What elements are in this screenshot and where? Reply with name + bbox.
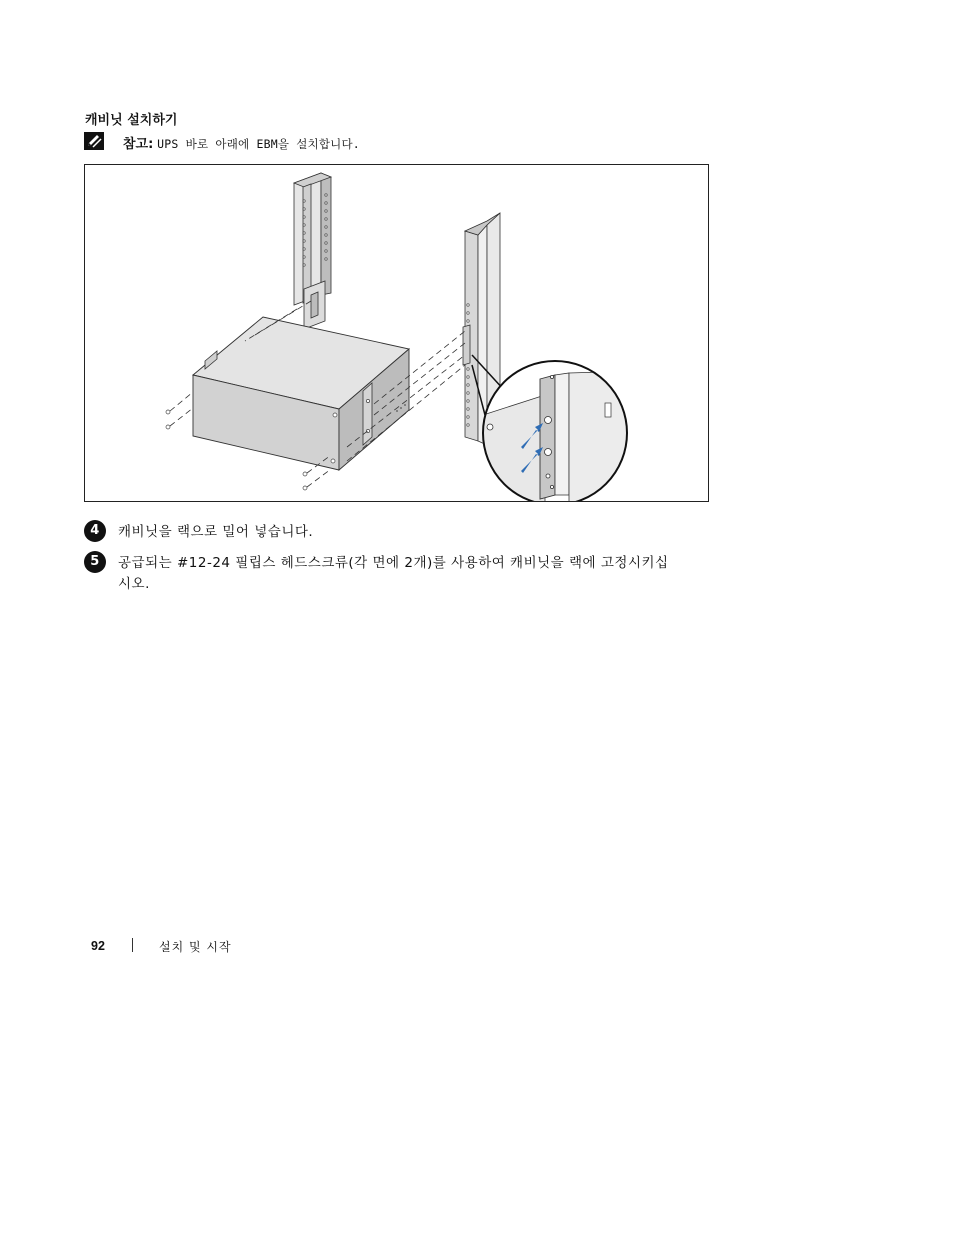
- note-text: UPS 바로 아래에 EBM을 설치합니다.: [157, 137, 360, 151]
- step-number: 5: [84, 551, 106, 573]
- step-5: [84, 551, 684, 595]
- ebm-cabinet: [193, 317, 409, 470]
- page-footer: [91, 938, 232, 954]
- step-number: 4: [84, 520, 106, 542]
- step-text: 캐비닛을 랙으로 밀어 넣습니다.: [118, 524, 314, 540]
- footer-divider: [132, 938, 133, 952]
- left-rack-rail: [294, 173, 331, 305]
- section-heading: 캐비닛 설치하기: [85, 113, 178, 128]
- page-number: 92: [91, 939, 105, 953]
- pencil-note-icon: [84, 132, 104, 150]
- note: [123, 133, 360, 152]
- installation-illustration: [84, 164, 709, 502]
- note-label: 참고:: [123, 137, 154, 152]
- section-title: 설치 및 시작: [159, 940, 232, 954]
- step-text: 공급되는 #12-24 필립스 헤드스크류(각 면에 2개)를 사용하여 캐비닛을 랙에 고정시키십시오.: [118, 555, 669, 592]
- step-4: [84, 520, 684, 544]
